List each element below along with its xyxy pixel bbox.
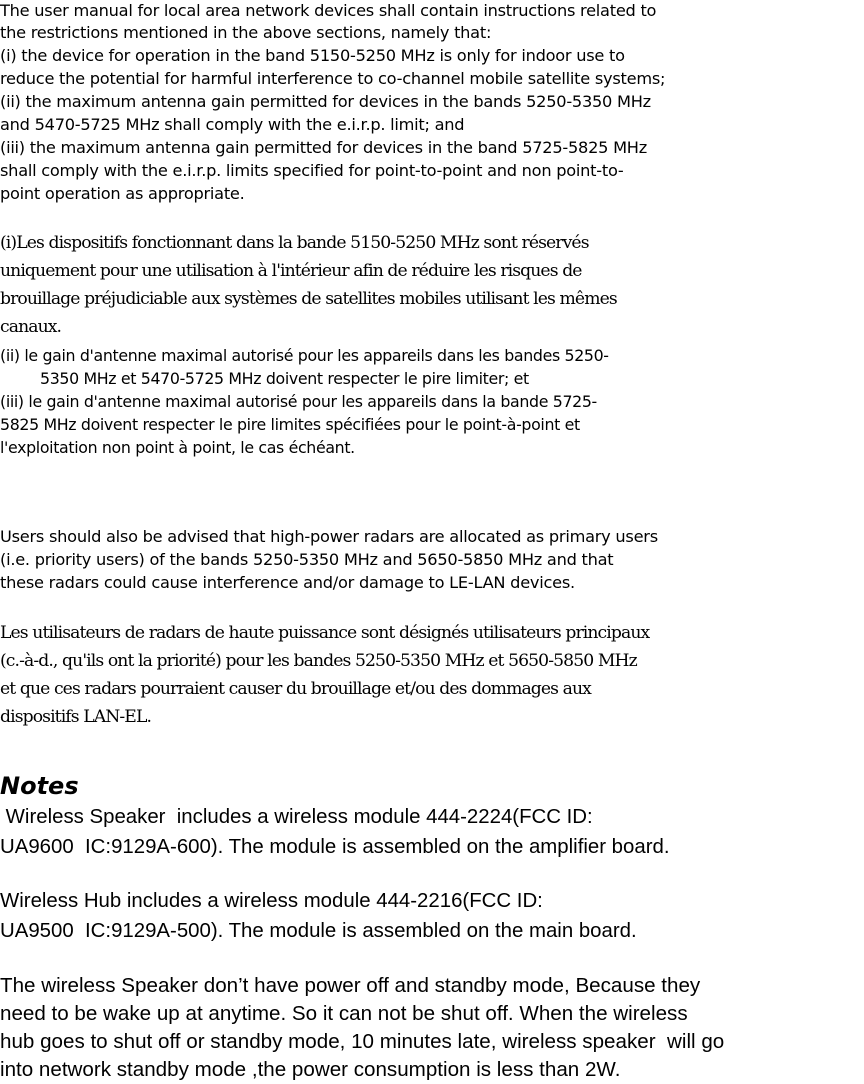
text-line: (ii) the maximum antenna gain permitted for devices in the bands 5250-5350 MHz	[0, 92, 651, 111]
text-line: reduce the potential for harmful interference to co-channel mobile satellite systems;	[0, 69, 666, 88]
text-line: Les utilisateurs de radars de haute puissance sont désignés utilisateurs principaux	[0, 623, 650, 643]
text-line: UA9600 IC:9129A-600). The module is assembled on the amplifier board.	[0, 836, 670, 858]
text-line: (iii) le gain d'antenne maximal autorisé pour les appareils dans la bande 5725-	[0, 392, 597, 411]
text-line: 5825 MHz doivent respecter le pire limites spécifiées pour le point-à-point et	[0, 415, 580, 434]
text-line: The wireless Speaker don’t have power off and standby mode, Because they	[0, 974, 701, 997]
text-line: brouillage préjudiciable aux systèmes de satellites mobiles utilisant les mêmes	[0, 289, 617, 309]
text-line: (i) the device for operation in the band 5150-5250 MHz is only for indoor use to	[0, 46, 625, 65]
text-line: into network standby mode ,the power consumption is less than 2W.	[0, 1058, 621, 1081]
text-line: dispositifs LAN-EL.	[0, 707, 152, 727]
text-line: shall comply with the e.i.r.p. limits specified for point-to-point and non point-to-	[0, 161, 624, 180]
text-line: these radars could cause interference and/or damage to LE-LAN devices.	[0, 573, 575, 592]
text-line: point operation as appropriate.	[0, 184, 245, 203]
text-line: The user manual for local area network devices shall contain instructions related to	[0, 1, 657, 20]
text-line: (c.-à-d., qu'ils ont la priorité) pour les bandes 5250-5350 MHz et 5650-5850 MHz	[0, 651, 637, 671]
notes-heading: Notes	[0, 772, 79, 800]
text-line: (ii) le gain d'antenne maximal autorisé pour les appareils dans les bandes 5250-	[0, 346, 609, 365]
text-line: (i.e. priority users) of the bands 5250-5350 MHz and 5650-5850 MHz and that	[0, 550, 614, 569]
text-line: and 5470-5725 MHz shall comply with the e.i.r.p. limit; and	[0, 115, 465, 134]
text-line: need to be wake up at anytime. So it can not be shut off. When the wireless	[0, 1002, 688, 1025]
text-line: canaux.	[0, 317, 62, 337]
text-line: Users should also be advised that high-power radars are allocated as primary users	[0, 527, 658, 546]
text-line: Wireless Hub includes a wireless module 444-2216(FCC ID:	[0, 890, 543, 912]
text-line: Wireless Speaker includes a wireless module 444-2224(FCC ID:	[0, 806, 593, 828]
text-line: uniquement pour une utilisation à l'intérieur afin de réduire les risques de	[0, 261, 582, 281]
text-line: 5350 MHz et 5470-5725 MHz doivent respecter le pire limiter; et	[40, 369, 529, 388]
text-line: the restrictions mentioned in the above sections, namely that:	[0, 23, 492, 42]
text-line: hub goes to shut off or standby mode, 10 minutes late, wireless speaker will go	[0, 1030, 725, 1053]
text-line: UA9500 IC:9129A-500). The module is assembled on the main board.	[0, 920, 637, 942]
text-line: et que ces radars pourraient causer du brouillage et/ou des dommages aux	[0, 679, 591, 699]
text-line: (i)Les dispositifs fonctionnant dans la bande 5150-5250 MHz sont réservés	[0, 233, 589, 253]
text-line: (iii) the maximum antenna gain permitted for devices in the band 5725-5825 MHz	[0, 138, 647, 157]
text-line: l'exploitation non point à point, le cas échéant.	[0, 438, 355, 457]
